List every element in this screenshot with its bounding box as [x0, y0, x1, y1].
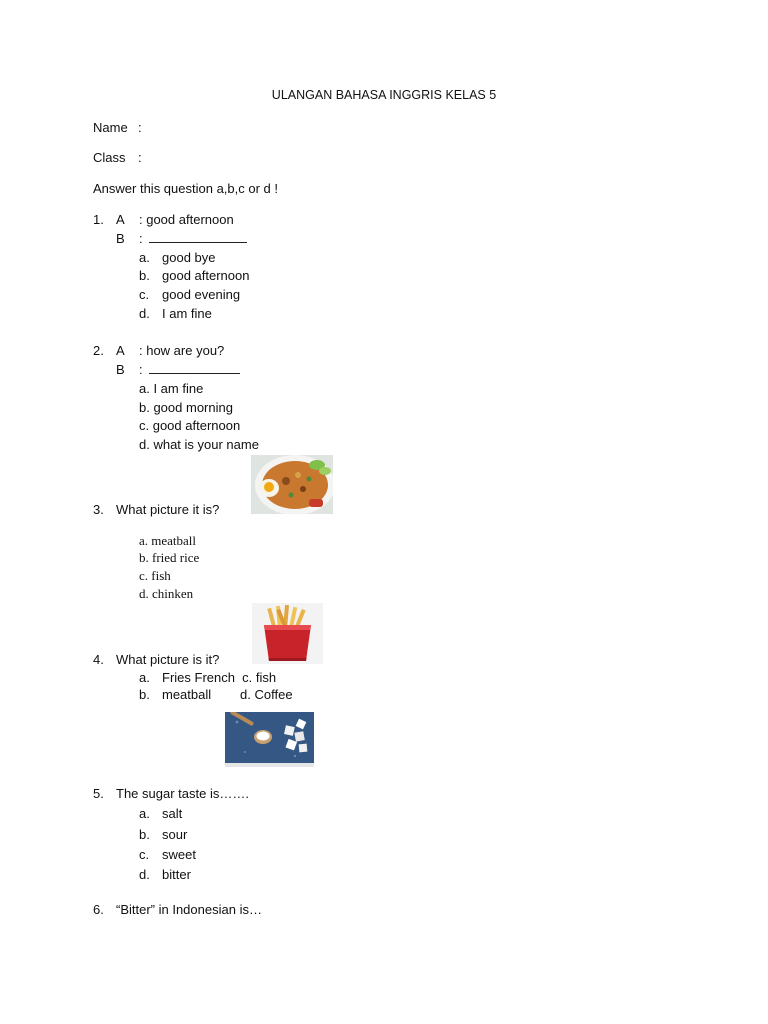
question-text: What picture is it?	[116, 652, 220, 667]
option-text: good bye	[162, 250, 216, 265]
answer-blank	[149, 232, 247, 243]
option-text: a. meatball	[139, 533, 197, 548]
option-text: d. what is your name	[139, 437, 259, 452]
option-text: good evening	[162, 287, 241, 302]
page-title: ULANGAN BAHASA INGGRIS KELAS 5	[271, 88, 497, 102]
option-text: Fries French c. fish	[162, 670, 277, 685]
dialogue-line-a: : how are you?	[139, 343, 225, 358]
option-text: b. fried rice	[139, 550, 200, 565]
answer-colon: :	[139, 231, 143, 246]
option-text: bitter	[162, 867, 191, 882]
fried-rice-illustration	[251, 455, 333, 514]
answer-colon: :	[139, 362, 143, 377]
sugar-illustration	[225, 712, 314, 767]
dialogue-line-a: : good afternoon	[139, 212, 234, 227]
speaker-a: A	[116, 343, 125, 358]
option-text: sour	[162, 827, 188, 842]
option-letter: a.	[139, 250, 150, 265]
option-text: sweet	[162, 847, 196, 862]
option-text: c. good afternoon	[139, 418, 241, 433]
question-number: 5.	[93, 786, 104, 801]
option-text: I am fine	[162, 306, 212, 321]
question-text: “Bitter” in Indonesian is…	[116, 902, 262, 917]
speaker-b: B	[116, 231, 125, 246]
question-number: 2.	[93, 343, 104, 358]
option-text: c. fish	[139, 568, 171, 583]
option-letter: a.	[139, 806, 150, 821]
answer-line-b	[139, 232, 247, 245]
option-letter: c.	[139, 287, 150, 302]
option-text: salt	[162, 806, 183, 821]
option-letter: b.	[139, 827, 150, 842]
question-text: What picture it is?	[116, 502, 220, 517]
french-fries-illustration	[252, 603, 323, 664]
speaker-a: A	[116, 212, 125, 227]
question-number: 1.	[93, 212, 104, 227]
speaker-b: B	[116, 362, 125, 377]
sugar-picture	[225, 712, 314, 767]
option-text: a. I am fine	[139, 381, 204, 396]
class-field-colon: :	[138, 150, 142, 165]
option-text: meatball d. Coffee	[162, 687, 293, 702]
option-letter: d.	[139, 867, 150, 882]
option-letter: c.	[139, 847, 150, 862]
question-text: The sugar taste is…….	[116, 786, 249, 801]
option-letter: d.	[139, 306, 150, 321]
option-text: d. chinken	[139, 586, 194, 601]
question-number: 6.	[93, 902, 104, 917]
instruction-text: Answer this question a,b,c or d !	[93, 181, 278, 196]
name-field-colon: :	[138, 120, 142, 135]
french-fries-picture	[252, 603, 323, 664]
fried-rice-picture	[251, 455, 333, 514]
question-number: 3.	[93, 502, 104, 517]
question-number: 4.	[93, 652, 104, 667]
option-letter: b.	[139, 268, 150, 283]
option-letter: b.	[139, 687, 150, 702]
option-text: good afternoon	[162, 268, 250, 283]
class-field-label: Class	[93, 150, 126, 165]
option-letter: a.	[139, 670, 150, 685]
answer-line-b	[139, 363, 240, 376]
answer-blank	[149, 363, 240, 374]
name-field-label: Name	[93, 120, 128, 135]
option-text: b. good morning	[139, 400, 233, 415]
